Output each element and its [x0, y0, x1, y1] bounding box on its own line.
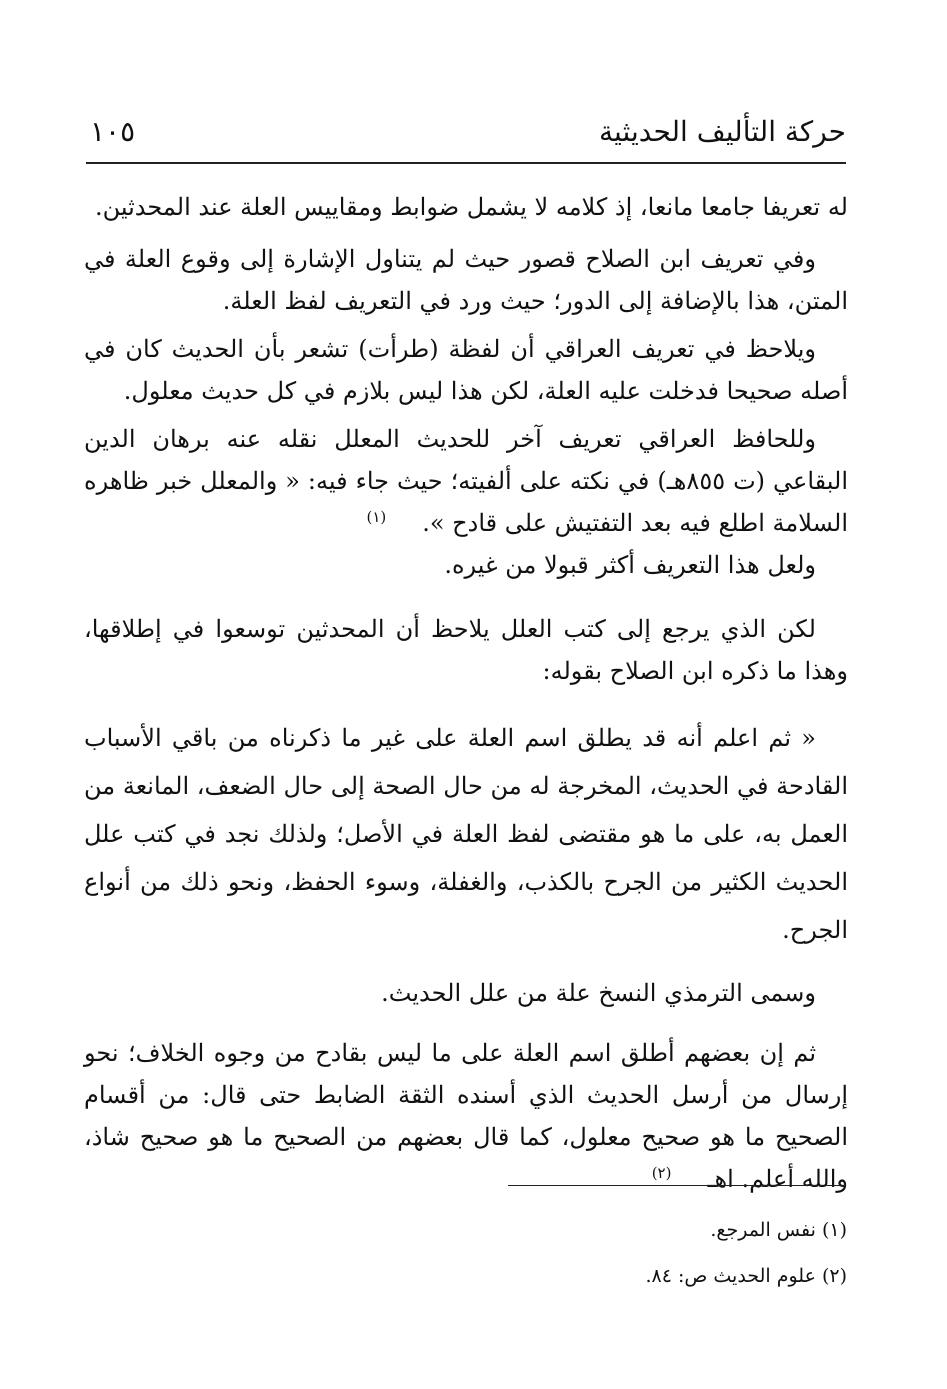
page-number: ١٠٥ — [90, 115, 136, 148]
paragraph: وفي تعريف ابن الصلاح قصور حيث لم يتناول الإشارة إلى وقوع العلة في المتن، هذا بالإضافة إلى الدور؛ حيث ورد في التعريف لفظ العلة. — [84, 245, 848, 315]
footnote: (١) نفس المرجع. — [710, 1219, 847, 1241]
running-header — [86, 108, 846, 158]
paragraph: وسمى الترمذي النسخ علة من علل الحديث. — [381, 979, 816, 1007]
paragraph: لكن الذي يرجع إلى كتب العلل يلاحظ أن المحدثين توسعوا في إطلاقها، وهذا ما ذكره ابن الصلاح بقوله: — [84, 615, 848, 685]
footnotes — [347, 1212, 847, 1304]
running-title: حركة التأليف الحديثية — [599, 115, 846, 148]
header-rule — [86, 162, 846, 164]
paragraph-with-footnote: وللحافظ العراقي تعريف آخر للحديث المعلل نقله عنه برهان الدين البقاعي (ت ٨٥٥هـ) في نكته على ألفيته؛ حيث جاء فيه: « والمعلل خبر ظاهره السلامة اطلع فيه بعد التفتيش على قادح ».(١) — [84, 425, 848, 537]
paragraph: له تعريفا جامعا مانعا، إذ كلامه لا يشمل ضوابط ومقاييس العلة عند المحدثين. — [94, 193, 848, 221]
footnote: (٢) علوم الحديث ص: ٨٤. — [645, 1265, 847, 1287]
quotation-paragraph: « ثم اعلم أنه قد يطلق اسم العلة على غير ما ذكرناه من باقي الأسباب القادحة في الحديث، المخرجة له من حال الصحة إلى حال الضعف، المانعة من العمل به، على ما هو مقتضى لفظ العلة في الأصل؛ ولذلك نجد في كتب علل الحديث الكثير من الجرح بالكذب، والغفلة، وسوء الحفظ، ونحو ذلك من أنواع الجرح. — [84, 724, 848, 944]
body-text — [84, 186, 848, 1200]
paragraph: ولعل هذا التعريف أكثر قبولا من غيره. — [444, 551, 816, 579]
footnote-rule — [508, 1185, 846, 1186]
paragraph-text: وللحافظ العراقي تعريف آخر للحديث المعلل نقله عنه برهان الدين البقاعي (ت ٨٥٥هـ) في نكته على ألفيته؛ حيث جاء فيه: « والمعلل خبر ظاهره السلامة اطلع فيه بعد التفتيش على قادح ». — [84, 425, 848, 537]
paragraph-text: ثم إن بعضهم أطلق اسم العلة على ما ليس بقادح من وجوه الخلاف؛ نحو إرسال من أرسل الحديث الذي أسنده الثقة الضابط حتى قال: من أقسام الصحيح ما هو صحيح معلول، كما قال بعضهم من الصحيح ما هو صحيح شاذ، والله أعلم. اهـ — [84, 1039, 849, 1193]
paragraph-with-footnote: ثم إن بعضهم أطلق اسم العلة على ما ليس بقادح من وجوه الخلاف؛ نحو إرسال من أرسل الحديث الذي أسنده الثقة الضابط حتى قال: من أقسام الصحيح ما هو صحيح معلول، كما قال بعضهم من الصحيح ما هو صحيح شاذ، والله أعلم. اهـ(٢) — [84, 1039, 849, 1193]
paragraph: ويلاحظ في تعريف العراقي أن لفظة (طرأت) تشعر بأن الحديث كان في أصله صحيحا فدخلت عليه العلة، لكن هذا ليس بلازم في كل حديث معلول. — [84, 335, 848, 405]
